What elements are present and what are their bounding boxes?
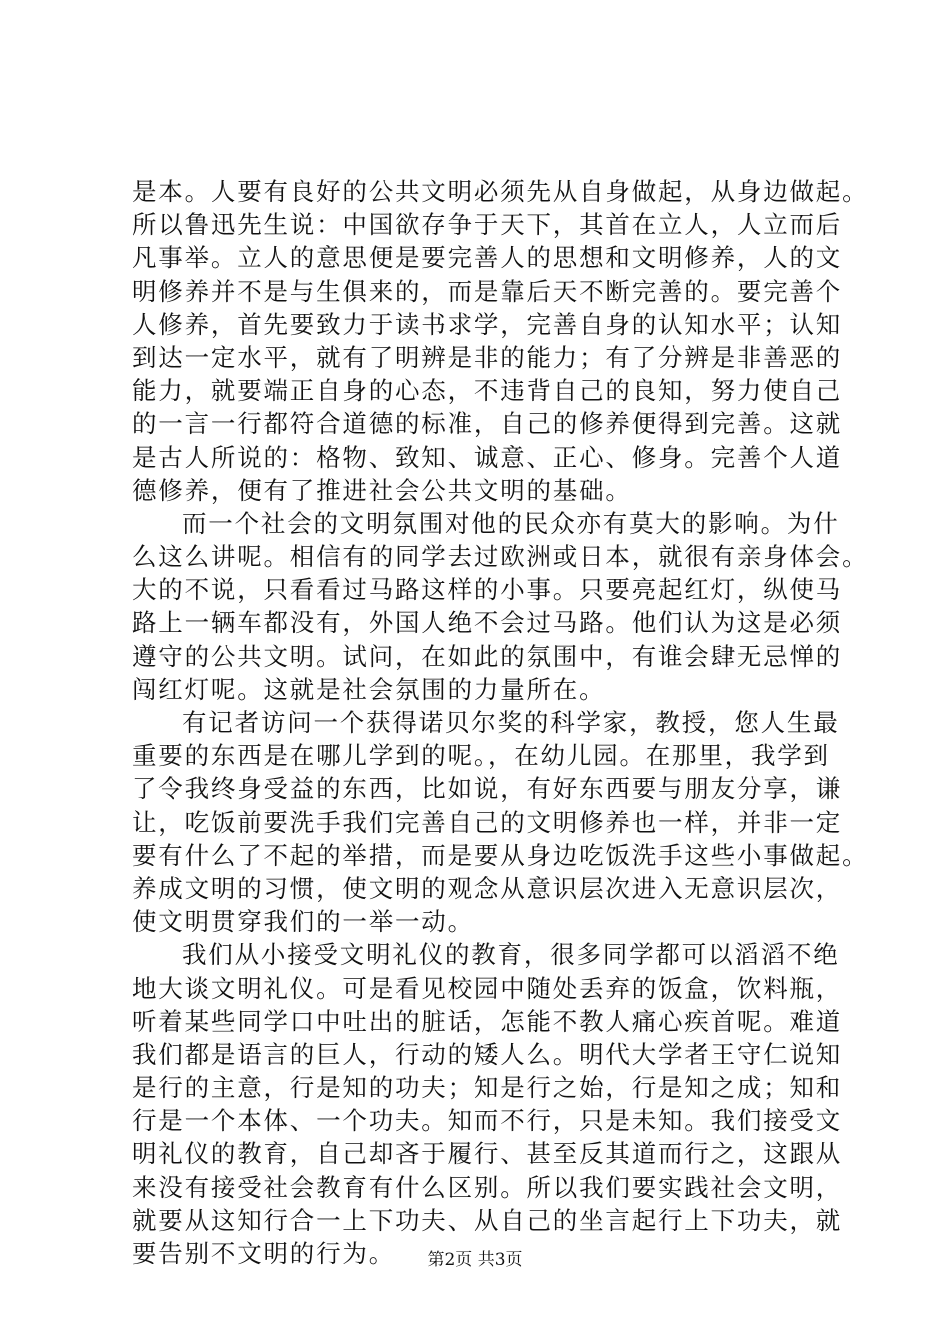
text-line: 而一个社会的文明氛围对他的民众亦有莫大的影响。为什 <box>182 508 840 538</box>
text-line: 是本。人要有良好的公共文明必须先从自身做起，从身边做起。 <box>132 177 869 206</box>
document-body <box>132 175 869 1270</box>
text-line: 德修养，便有了推进社会公共文明的基础。 <box>132 475 632 505</box>
text-line: 听着某些同学口中吐出的脏话，怎能不教人痛心疾首呢。难道 <box>132 1006 843 1036</box>
text-line: 重要的东西是在哪儿学到的呢。，在幼儿园。在那里，我学到 <box>132 741 830 771</box>
text-line: 是行的主意，行是知的功夫；知是行之始，行是知之成；知和 <box>132 1073 843 1103</box>
text-line: 是古人所说的：格物、致知、诚意、正心、修身。完善个人道 <box>132 442 843 472</box>
text-line: 有记者访问一个获得诺贝尔奖的科学家，教授，您人生最 <box>182 708 840 737</box>
text-line: 养成文明的习惯，使文明的观念从意识层次进入无意识层次， <box>132 873 843 903</box>
text-line: 明礼仪的教育，自己却吝于履行、甚至反其道而行之，这跟从 <box>132 1139 843 1169</box>
text-line: 让，吃饭前要洗手我们完善自己的文明修养也一样，并非一定 <box>132 807 843 837</box>
text-line: 的一言一行都符合道德的标准，自己的修养便得到完善。这就 <box>132 409 843 439</box>
text-line: 我们从小接受文明礼仪的教育，很多同学都可以滔滔不绝 <box>182 940 840 970</box>
text-line: 行是一个本体、一个功夫。知而不行，只是未知。我们接受文 <box>132 1106 843 1136</box>
text-line: 来没有接受社会教育有什么区别。所以我们要实践社会文明， <box>132 1172 843 1202</box>
text-line: 到达一定水平，就有了明辨是非的能力；有了分辨是非善恶的 <box>132 342 843 372</box>
text-line: 人修养，首先要致力于读书求学，完善自身的认知水平；认知 <box>132 309 843 339</box>
text-line: 地大谈文明礼仪。可是看见校园中随处丢弃的饭盒，饮料瓶， <box>132 973 843 1003</box>
text-line: 使文明贯穿我们的一举一动。 <box>132 907 474 937</box>
text-line: 遵守的公共文明。试问，在如此的氛围中，有谁会肆无忌惮的 <box>132 641 843 671</box>
text-line: 么这么讲呢。相信有的同学去过欧洲或日本，就很有亲身体会。 <box>132 542 869 572</box>
text-line: 路上一辆车都没有，外国人绝不会过马路。他们认为这是必须 <box>132 608 843 638</box>
text-line: 要告别不文明的行为。 <box>132 1239 395 1268</box>
text-line: 闯红灯呢。这就是社会氛围的力量所在。 <box>132 674 606 704</box>
text-line: 大的不说，只看看过马路这样的小事。只要亮起红灯，纵使马 <box>132 575 843 605</box>
text-line: 凡事举。立人的意思便是要完善人的思想和文明修养，人的文 <box>132 243 843 273</box>
text-line: 所以鲁迅先生说：中国欲存争于天下，其首在立人，人立而后 <box>132 210 843 240</box>
text-line: 能力，就要端正自身的心态，不违背自己的良知，努力使自己 <box>132 376 843 406</box>
text-line: 就要从这知行合一上下功夫、从自己的坐言起行上下功夫，就 <box>132 1205 843 1235</box>
text-line: 了令我终身受益的东西，比如说，有好东西要与朋友分享，谦 <box>132 774 843 804</box>
text-line: 要有什么了不起的举措，而是要从身边吃饭洗手这些小事做起。 <box>132 840 869 870</box>
text-line: 我们都是语言的巨人，行动的矮人么。明代大学者王守仁说知 <box>132 1039 843 1069</box>
text-line: 明修养并不是与生俱来的，而是靠后天不断完善的。要完善个 <box>132 276 843 306</box>
page-number-footer: 第2页 共3页 <box>427 1250 523 1270</box>
